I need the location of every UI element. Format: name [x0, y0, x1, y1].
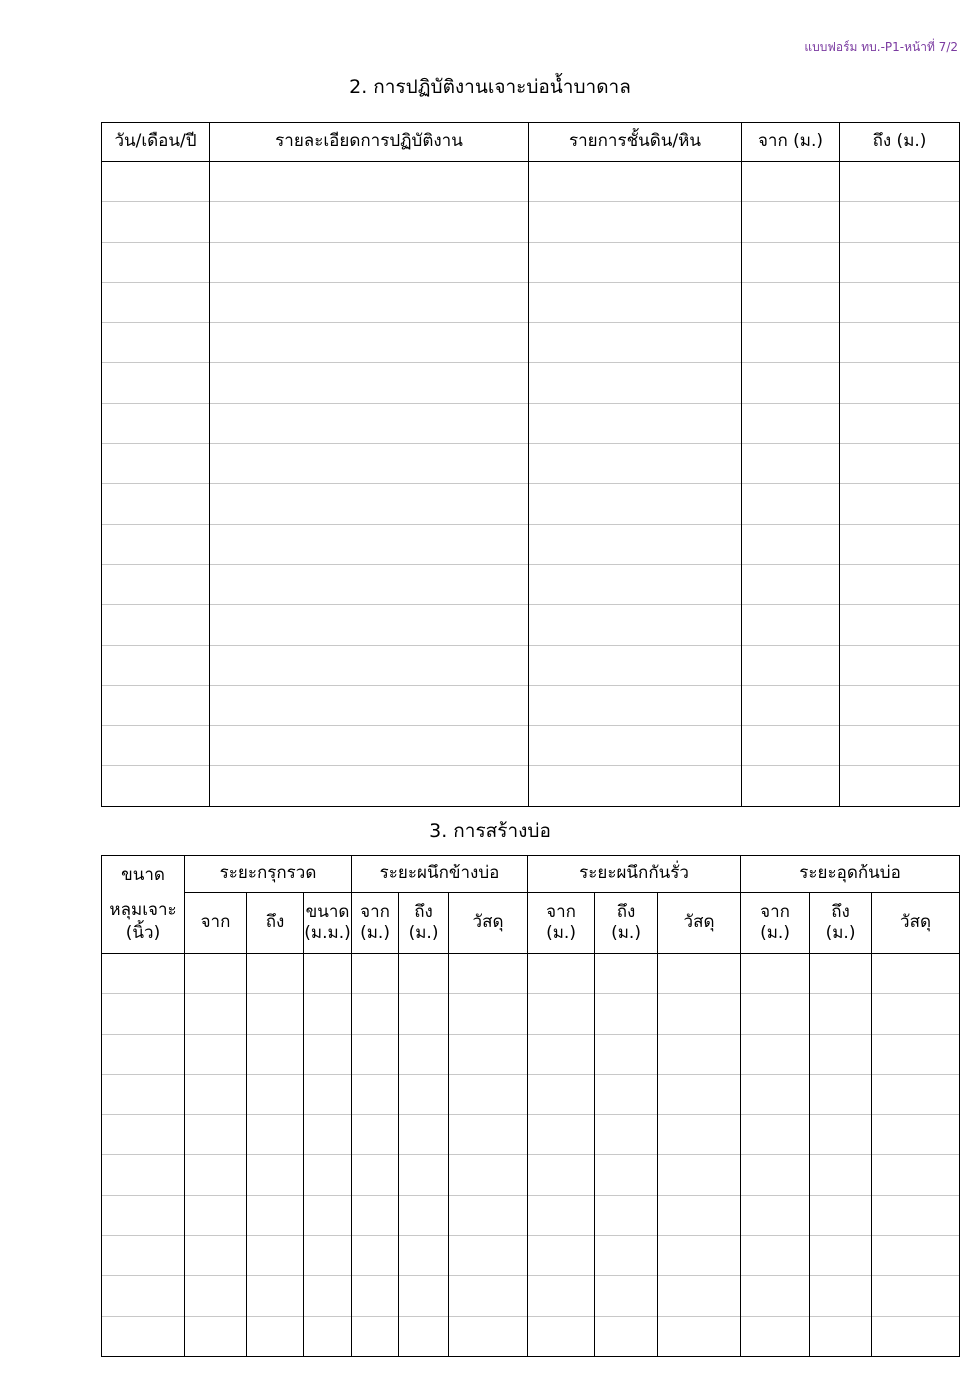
fill-in-cell[interactable] [872, 1074, 960, 1114]
fill-in-cell[interactable] [529, 685, 742, 725]
fill-in-cell[interactable] [102, 605, 210, 645]
side-seal-material: วัสดุ [449, 893, 528, 954]
fill-in-cell[interactable] [185, 1074, 247, 1114]
fill-in-cell[interactable] [840, 685, 960, 725]
fill-in-cell[interactable] [102, 524, 210, 564]
fill-in-cell[interactable] [742, 766, 840, 806]
fill-in-cell[interactable] [529, 645, 742, 685]
fill-in-cell[interactable] [529, 282, 742, 322]
fill-in-cell[interactable] [529, 363, 742, 403]
fill-in-cell[interactable] [185, 1155, 247, 1195]
fill-in-cell[interactable] [210, 645, 529, 685]
fill-in-cell[interactable] [840, 323, 960, 363]
fill-in-cell[interactable] [872, 1236, 960, 1276]
table-row [102, 564, 960, 604]
gravel-from: จาก [185, 893, 247, 954]
fill-in-cell[interactable] [102, 564, 210, 604]
fill-in-cell[interactable] [352, 1276, 399, 1316]
fill-in-cell[interactable] [185, 1034, 247, 1074]
fill-in-cell[interactable] [102, 282, 210, 322]
fill-in-cell[interactable] [741, 1034, 810, 1074]
fill-in-cell[interactable] [528, 1115, 595, 1155]
fill-in-cell[interactable] [247, 1115, 304, 1155]
fill-in-cell[interactable] [658, 1276, 741, 1316]
fill-in-cell[interactable] [304, 1115, 352, 1155]
table-row [102, 363, 960, 403]
fill-in-cell[interactable] [872, 1115, 960, 1155]
fill-in-cell[interactable] [449, 1034, 528, 1074]
fill-in-cell[interactable] [102, 726, 210, 766]
fill-in-cell[interactable] [528, 1074, 595, 1114]
fill-in-cell[interactable] [102, 1236, 185, 1276]
fill-in-cell[interactable] [658, 1115, 741, 1155]
fill-in-cell[interactable] [595, 1236, 658, 1276]
fill-in-cell[interactable] [872, 1034, 960, 1074]
fill-in-cell[interactable] [840, 162, 960, 202]
fill-in-cell[interactable] [399, 1155, 449, 1195]
gravel-to: ถึง [247, 893, 304, 954]
fill-in-cell[interactable] [742, 726, 840, 766]
fill-in-cell[interactable] [210, 605, 529, 645]
table-row [102, 685, 960, 725]
fill-in-cell[interactable] [528, 1155, 595, 1195]
fill-in-cell[interactable] [529, 524, 742, 564]
table-row [102, 444, 960, 484]
leak-seal-from: จาก (ม.) [528, 893, 595, 954]
drilling-operations-table [101, 122, 960, 807]
fill-in-cell[interactable] [529, 605, 742, 645]
fill-in-cell[interactable] [840, 242, 960, 282]
fill-in-cell[interactable] [247, 1195, 304, 1235]
fill-in-cell[interactable] [741, 1316, 810, 1356]
fill-in-cell[interactable] [529, 766, 742, 806]
fill-in-cell[interactable] [872, 954, 960, 994]
fill-in-cell[interactable] [185, 1115, 247, 1155]
fill-in-cell[interactable] [528, 954, 595, 994]
fill-in-cell[interactable] [304, 1155, 352, 1195]
fill-in-cell[interactable] [304, 1074, 352, 1114]
fill-in-cell[interactable] [529, 323, 742, 363]
fill-in-cell[interactable] [352, 994, 399, 1034]
fill-in-cell[interactable] [102, 1074, 185, 1114]
drilling-operations-body [102, 162, 960, 807]
fill-in-cell[interactable] [840, 524, 960, 564]
fill-in-cell[interactable] [840, 282, 960, 322]
fill-in-cell[interactable] [840, 484, 960, 524]
fill-in-cell[interactable] [595, 1155, 658, 1195]
fill-in-cell[interactable] [352, 1195, 399, 1235]
header-bottom-plug: ระยะอุดก้นบ่อ [741, 856, 960, 893]
table-row [102, 1074, 960, 1114]
fill-in-cell[interactable] [595, 1034, 658, 1074]
fill-in-cell[interactable] [742, 162, 840, 202]
fill-in-cell[interactable] [658, 1155, 741, 1195]
fill-in-cell[interactable] [399, 1236, 449, 1276]
fill-in-cell[interactable] [352, 1236, 399, 1276]
fill-in-cell[interactable] [102, 994, 185, 1034]
fill-in-cell[interactable] [210, 242, 529, 282]
fill-in-cell[interactable] [185, 1195, 247, 1235]
table-row [102, 403, 960, 443]
fill-in-cell[interactable] [102, 323, 210, 363]
fill-in-cell[interactable] [529, 444, 742, 484]
fill-in-cell[interactable] [742, 282, 840, 322]
fill-in-cell[interactable] [247, 1074, 304, 1114]
fill-in-cell[interactable] [529, 242, 742, 282]
header-from-m: จาก (ม.) [742, 123, 840, 162]
fill-in-cell[interactable] [399, 1115, 449, 1155]
form-code: แบบฟอร์ม ทบ.-P1-หน้าที่ 7/2 [804, 40, 958, 54]
fill-in-cell[interactable] [449, 954, 528, 994]
fill-in-cell[interactable] [399, 994, 449, 1034]
fill-in-cell[interactable] [529, 162, 742, 202]
fill-in-cell[interactable] [304, 1034, 352, 1074]
fill-in-cell[interactable] [810, 1155, 872, 1195]
side-seal-from: จาก (ม.) [352, 893, 399, 954]
fill-in-cell[interactable] [210, 403, 529, 443]
fill-in-cell[interactable] [741, 994, 810, 1034]
fill-in-cell[interactable] [102, 484, 210, 524]
fill-in-cell[interactable] [840, 444, 960, 484]
well-construction-table [101, 855, 960, 1357]
fill-in-cell[interactable] [595, 994, 658, 1034]
header-side-seal: ระยะผนึกข้างบ่อ [352, 856, 528, 893]
fill-in-cell[interactable] [810, 1115, 872, 1155]
fill-in-cell[interactable] [102, 954, 185, 994]
fill-in-cell[interactable] [185, 1236, 247, 1276]
header-gravel-pack: ระยะกรุกรวด [185, 856, 352, 893]
fill-in-cell[interactable] [399, 1276, 449, 1316]
table-row [102, 1155, 960, 1195]
table-row [102, 645, 960, 685]
fill-in-cell[interactable] [840, 403, 960, 443]
fill-in-cell[interactable] [528, 1236, 595, 1276]
fill-in-cell[interactable] [742, 605, 840, 645]
fill-in-cell[interactable] [742, 564, 840, 604]
fill-in-cell[interactable] [810, 1074, 872, 1114]
fill-in-cell[interactable] [102, 202, 210, 242]
fill-in-cell[interactable] [247, 1236, 304, 1276]
fill-in-cell[interactable] [595, 954, 658, 994]
table-row [102, 1195, 960, 1235]
gravel-size: ขนาด (ม.ม.) [304, 893, 352, 954]
fill-in-cell[interactable] [840, 726, 960, 766]
fill-in-cell[interactable] [247, 994, 304, 1034]
fill-in-cell[interactable] [741, 1195, 810, 1235]
fill-in-cell[interactable] [528, 1316, 595, 1356]
fill-in-cell[interactable] [810, 1276, 872, 1316]
fill-in-cell[interactable] [210, 726, 529, 766]
table-row [102, 1276, 960, 1316]
fill-in-cell[interactable] [210, 363, 529, 403]
fill-in-cell[interactable] [810, 1236, 872, 1276]
table-row [102, 726, 960, 766]
fill-in-cell[interactable] [102, 685, 210, 725]
fill-in-cell[interactable] [304, 994, 352, 1034]
well-construction-body [102, 954, 960, 1357]
bottom-plug-from: จาก (ม.) [741, 893, 810, 954]
fill-in-cell[interactable] [102, 1195, 185, 1235]
fill-in-cell[interactable] [449, 1115, 528, 1155]
table-row [102, 202, 960, 242]
fill-in-cell[interactable] [185, 954, 247, 994]
fill-in-cell[interactable] [658, 954, 741, 994]
fill-in-cell[interactable] [352, 1034, 399, 1074]
fill-in-cell[interactable] [449, 1074, 528, 1114]
fill-in-cell[interactable] [102, 645, 210, 685]
fill-in-cell[interactable] [529, 202, 742, 242]
fill-in-cell[interactable] [742, 524, 840, 564]
fill-in-cell[interactable] [658, 1074, 741, 1114]
table-row [102, 605, 960, 645]
fill-in-cell[interactable] [595, 1276, 658, 1316]
header-date: วัน/เดือน/ปี [102, 123, 210, 162]
fill-in-cell[interactable] [185, 994, 247, 1034]
fill-in-cell[interactable] [102, 1316, 185, 1356]
fill-in-cell[interactable] [210, 323, 529, 363]
fill-in-cell[interactable] [304, 1276, 352, 1316]
fill-in-cell[interactable] [304, 1316, 352, 1356]
section-3-title: 3. การสร้างบ่อ [429, 820, 551, 842]
fill-in-cell[interactable] [210, 564, 529, 604]
fill-in-cell[interactable] [742, 202, 840, 242]
table-row [102, 994, 960, 1034]
fill-in-cell[interactable] [247, 954, 304, 994]
fill-in-cell[interactable] [352, 1115, 399, 1155]
fill-in-cell[interactable] [742, 645, 840, 685]
fill-in-cell[interactable] [840, 645, 960, 685]
fill-in-cell[interactable] [658, 994, 741, 1034]
fill-in-cell[interactable] [352, 954, 399, 994]
fill-in-cell[interactable] [872, 1276, 960, 1316]
fill-in-cell[interactable] [742, 323, 840, 363]
fill-in-cell[interactable] [741, 954, 810, 994]
fill-in-cell[interactable] [742, 444, 840, 484]
fill-in-cell[interactable] [658, 1195, 741, 1235]
fill-in-cell[interactable] [741, 1074, 810, 1114]
fill-in-cell[interactable] [658, 1316, 741, 1356]
fill-in-cell[interactable] [210, 444, 529, 484]
header-to-m: ถึง (ม.) [840, 123, 960, 162]
fill-in-cell[interactable] [529, 484, 742, 524]
fill-in-cell[interactable] [449, 1155, 528, 1195]
fill-in-cell[interactable] [528, 1034, 595, 1074]
fill-in-cell[interactable] [872, 1195, 960, 1235]
fill-in-cell[interactable] [810, 1195, 872, 1235]
fill-in-cell[interactable] [304, 1236, 352, 1276]
fill-in-cell[interactable] [810, 1316, 872, 1356]
fill-in-cell[interactable] [741, 1115, 810, 1155]
fill-in-cell[interactable] [210, 524, 529, 564]
table-row [102, 484, 960, 524]
table-row [102, 766, 960, 806]
fill-in-cell[interactable] [102, 242, 210, 282]
table-row [102, 1115, 960, 1155]
fill-in-cell[interactable] [872, 1155, 960, 1195]
fill-in-cell[interactable] [595, 1074, 658, 1114]
fill-in-cell[interactable] [529, 403, 742, 443]
section-2-title: 2. การปฏิบัติงานเจาะบ่อน้ำบาดาล [349, 76, 631, 98]
fill-in-cell[interactable] [742, 363, 840, 403]
fill-in-cell[interactable] [840, 564, 960, 604]
fill-in-cell[interactable] [102, 1115, 185, 1155]
fill-in-cell[interactable] [449, 1276, 528, 1316]
table-row [102, 524, 960, 564]
fill-in-cell[interactable] [102, 766, 210, 806]
fill-in-cell[interactable] [810, 954, 872, 994]
fill-in-cell[interactable] [210, 282, 529, 322]
header-leak-seal: ระยะผนึกกันรั่ว [528, 856, 741, 893]
fill-in-cell[interactable] [595, 1115, 658, 1155]
fill-in-cell[interactable] [247, 1316, 304, 1356]
header-hole-size: ขนาด หลุมเจาะ (นิ้ว) [102, 856, 185, 954]
fill-in-cell[interactable] [210, 162, 529, 202]
side-seal-to: ถึง (ม.) [399, 893, 449, 954]
fill-in-cell[interactable] [840, 605, 960, 645]
fill-in-cell[interactable] [840, 202, 960, 242]
fill-in-cell[interactable] [247, 1276, 304, 1316]
fill-in-cell[interactable] [102, 403, 210, 443]
table-row [102, 162, 960, 202]
fill-in-cell[interactable] [810, 994, 872, 1034]
fill-in-cell[interactable] [528, 994, 595, 1034]
fill-in-cell[interactable] [810, 1034, 872, 1074]
leak-seal-to: ถึง (ม.) [595, 893, 658, 954]
fill-in-cell[interactable] [185, 1316, 247, 1356]
fill-in-cell[interactable] [742, 484, 840, 524]
fill-in-cell[interactable] [742, 403, 840, 443]
fill-in-cell[interactable] [247, 1155, 304, 1195]
table-row [102, 323, 960, 363]
table-row [102, 242, 960, 282]
table-row [102, 1316, 960, 1356]
header-soil-rock-layers: รายการชั้นดิน/หิน [529, 123, 742, 162]
fill-in-cell[interactable] [210, 202, 529, 242]
fill-in-cell[interactable] [352, 1074, 399, 1114]
fill-in-cell[interactable] [352, 1316, 399, 1356]
fill-in-cell[interactable] [210, 484, 529, 524]
bottom-plug-material: วัสดุ [872, 893, 960, 954]
fill-in-cell[interactable] [102, 1276, 185, 1316]
fill-in-cell[interactable] [742, 242, 840, 282]
fill-in-cell[interactable] [449, 1316, 528, 1356]
bottom-plug-to: ถึง (ม.) [810, 893, 872, 954]
fill-in-cell[interactable] [247, 1034, 304, 1074]
fill-in-cell[interactable] [102, 1155, 185, 1195]
fill-in-cell[interactable] [529, 564, 742, 604]
fill-in-cell[interactable] [102, 162, 210, 202]
header-work-details: รายละเอียดการปฏิบัติงาน [210, 123, 529, 162]
fill-in-cell[interactable] [399, 954, 449, 994]
table-row [102, 954, 960, 994]
fill-in-cell[interactable] [399, 1074, 449, 1114]
fill-in-cell[interactable] [399, 1195, 449, 1235]
fill-in-cell[interactable] [304, 954, 352, 994]
table-row [102, 1034, 960, 1074]
fill-in-cell[interactable] [352, 1155, 399, 1195]
table-row [102, 1236, 960, 1276]
fill-in-cell[interactable] [741, 1155, 810, 1195]
fill-in-cell[interactable] [741, 1236, 810, 1276]
fill-in-cell[interactable] [872, 1316, 960, 1356]
fill-in-cell[interactable] [304, 1195, 352, 1235]
fill-in-cell[interactable] [399, 1034, 449, 1074]
fill-in-cell[interactable] [595, 1316, 658, 1356]
fill-in-cell[interactable] [399, 1316, 449, 1356]
fill-in-cell[interactable] [102, 1034, 185, 1074]
leak-seal-material: วัสดุ [658, 893, 741, 954]
fill-in-cell[interactable] [102, 363, 210, 403]
fill-in-cell[interactable] [449, 1195, 528, 1235]
fill-in-cell[interactable] [658, 1034, 741, 1074]
fill-in-cell[interactable] [528, 1276, 595, 1316]
fill-in-cell[interactable] [529, 726, 742, 766]
table-row [102, 282, 960, 322]
fill-in-cell[interactable] [872, 994, 960, 1034]
fill-in-cell[interactable] [449, 1236, 528, 1276]
fill-in-cell[interactable] [102, 444, 210, 484]
fill-in-cell[interactable] [840, 363, 960, 403]
fill-in-cell[interactable] [840, 766, 960, 806]
fill-in-cell[interactable] [210, 685, 529, 725]
fill-in-cell[interactable] [449, 994, 528, 1034]
fill-in-cell[interactable] [595, 1195, 658, 1235]
fill-in-cell[interactable] [658, 1236, 741, 1276]
fill-in-cell[interactable] [185, 1276, 247, 1316]
fill-in-cell[interactable] [528, 1195, 595, 1235]
fill-in-cell[interactable] [742, 685, 840, 725]
fill-in-cell[interactable] [741, 1276, 810, 1316]
fill-in-cell[interactable] [210, 766, 529, 806]
